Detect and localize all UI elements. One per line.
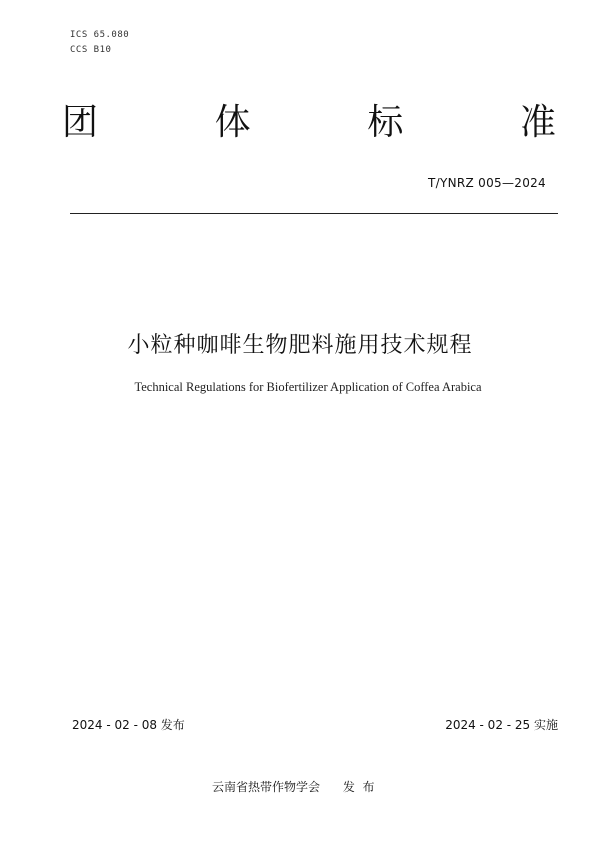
standard-number: T/YNRZ 005—2024 [428, 176, 546, 190]
issue-date: 2024 - 02 - 08 发布 [72, 718, 185, 732]
publisher-line: 云南省热带作物学会 发 布 [212, 780, 375, 794]
document-type-char-2: 体 [214, 102, 251, 143]
header-divider [70, 213, 558, 214]
implementation-date: 2024 - 02 - 25 实施 [445, 718, 558, 732]
ics-code: ICS 65.080 [70, 30, 130, 40]
ccs-code: CCS B10 [70, 45, 112, 55]
title-chinese: 小粒种咖啡生物肥料施用技术规程 [127, 333, 473, 358]
document-type-char-3: 标 [367, 102, 404, 143]
title-english: Technical Regulations for Biofertilizer Application of Coffea Arabica [134, 380, 482, 394]
document-type-heading [62, 98, 556, 148]
document-type-char-4: 准 [519, 102, 556, 143]
document-type-char-1: 团 [62, 102, 99, 143]
